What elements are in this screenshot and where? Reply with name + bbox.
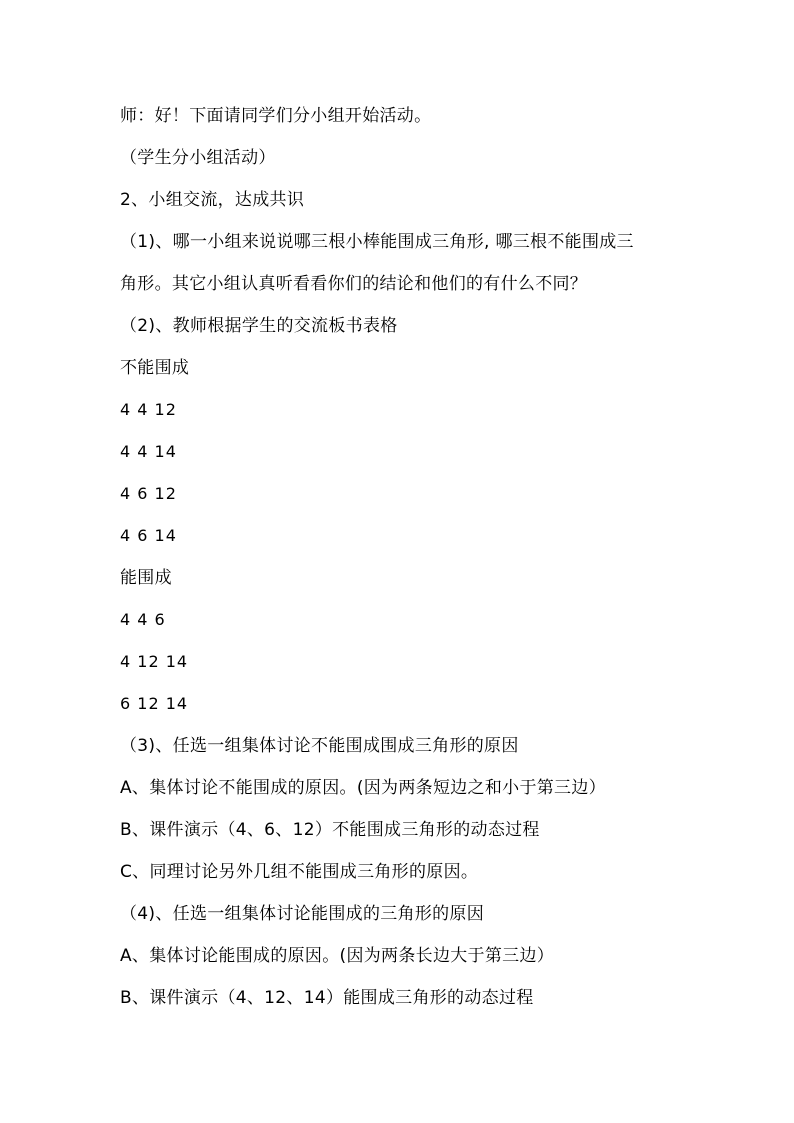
text-line-step-1-part2: 角形。其它小组认真听看看你们的结论和他们的有什么不同？ bbox=[120, 274, 588, 294]
text-line-step-3-c: C、同理讨论另外几组不能围成三角形的原因。 bbox=[120, 862, 479, 882]
text-line-step-3: （3)、任选一组集体讨论不能围成围成三角形的原因 bbox=[120, 736, 519, 756]
text-line-student-activity: （学生分小组活动） bbox=[120, 148, 276, 168]
text-line-step-3-a: A、集体讨论不能围成的原因。(因为两条短边之和小于第三边） bbox=[120, 778, 606, 798]
text-line-step-3-b: B、课件演示（4、6、12）不能围成三角形的动态过程 bbox=[120, 820, 540, 840]
text-line-step-2: （2)、教师根据学生的交流板书表格 bbox=[120, 316, 398, 336]
text-line-section-2-heading: 2、小组交流，达成共识 bbox=[120, 190, 305, 210]
text-line-can-form-set-2: 4 12 14 bbox=[120, 652, 189, 671]
text-line-step-4: （4)、任选一组集体讨论能围成的三角形的原因 bbox=[120, 904, 485, 924]
text-line-teacher-instruction: 师：好！下面请同学们分小组开始活动。 bbox=[120, 106, 432, 126]
text-line-step-4-a: A、集体讨论能围成的原因。(因为两条长边大于第三边） bbox=[120, 946, 555, 966]
text-line-cannot-form-heading: 不能围成 bbox=[120, 358, 190, 378]
text-line-can-form-heading: 能围成 bbox=[120, 568, 172, 588]
text-line-step-1-part1: （1)、哪一小组来说说哪三根小棒能围成三角形, 哪三根不能围成三 bbox=[120, 232, 634, 252]
text-line-cannot-form-set-3: 4 6 12 bbox=[120, 484, 177, 503]
text-line-cannot-form-set-2: 4 4 14 bbox=[120, 442, 177, 461]
text-line-can-form-set-1: 4 4 6 bbox=[120, 610, 166, 629]
text-line-can-form-set-3: 6 12 14 bbox=[120, 694, 189, 713]
text-line-cannot-form-set-1: 4 4 12 bbox=[120, 400, 177, 419]
text-line-cannot-form-set-4: 4 6 14 bbox=[120, 526, 177, 545]
text-line-step-4-b: B、课件演示（4、12、14）能围成三角形的动态过程 bbox=[120, 988, 534, 1008]
